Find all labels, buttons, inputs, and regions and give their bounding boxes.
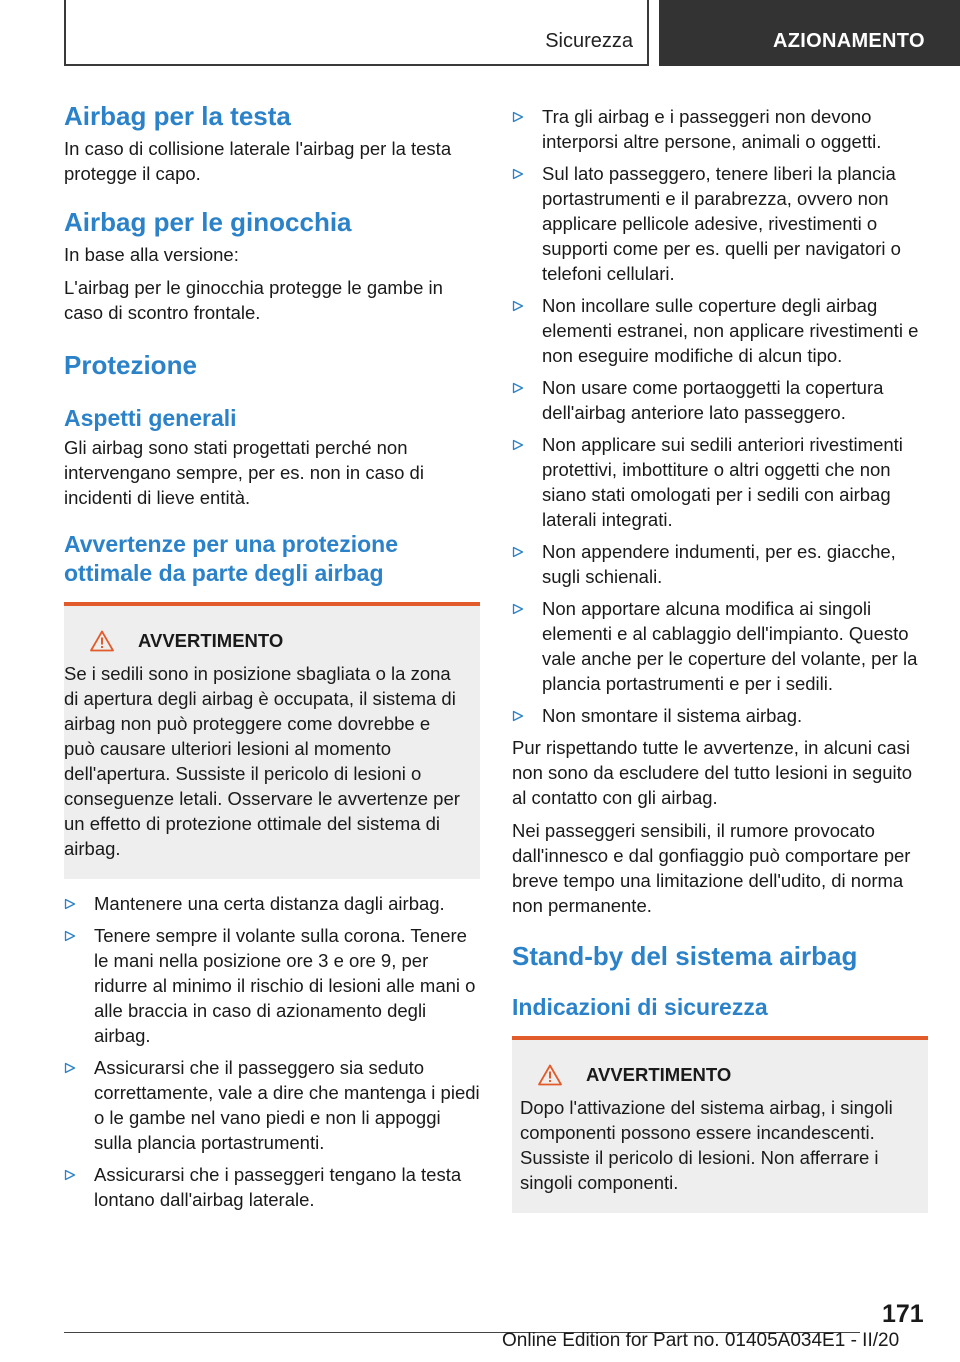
bullet-text: Tenere sempre il volante sulla corona. Tenere le mani nella posizione ore 3 e ore 9, per ridurre al minimo il rischio di lesioni alle mani o alle braccia in caso di azionamento degli airbag. — [94, 925, 476, 1046]
triangle-right-bullet-icon — [512, 710, 524, 722]
warning-triangle-icon — [538, 1064, 562, 1086]
paragraph-knee-variant: In base alla versione: — [64, 244, 239, 265]
bullet-text: Non usare come portaoggetti la copertura dell'airbag anteriore lato passeggero. — [542, 377, 884, 423]
warning-title-label: AVVERTIMENTO — [586, 1064, 732, 1085]
triangle-right-bullet-icon — [512, 111, 524, 123]
bullet-item — [64, 891, 480, 916]
header-chapter-tab — [659, 0, 960, 66]
edition-label: Online Edition for Part no. 01405A034E1 - II/20 — [502, 1330, 900, 1351]
page-number: 171 — [882, 1300, 924, 1328]
warning-title-label: AVVERTIMENTO — [138, 630, 284, 651]
paragraph-knee-airbag: L'airbag per le ginocchia protegge le gambe in caso di scontro frontale. — [64, 277, 443, 323]
bullet-text: Non apportare alcuna modifica ai singoli elementi e al cablaggio dell'impianto. Questo vale anche per le coperture del volante, per la plancia portastrumenti e per i sedili. — [542, 598, 918, 694]
triangle-right-bullet-icon — [64, 1062, 76, 1074]
bullet-item — [512, 432, 928, 532]
triangle-right-bullet-icon — [64, 1169, 76, 1181]
bullet-text: Non incollare sulle coperture degli airbag elementi estranei, non applicare rivestimenti e non eseguire modifiche di alcun tipo. — [542, 295, 919, 366]
header-section-label: Sicurezza — [545, 30, 633, 52]
bullet-item — [512, 596, 928, 696]
heading-head-airbag: Airbag per la testa — [64, 101, 291, 131]
bullet-text: Non smontare il sistema airbag. — [542, 705, 803, 726]
triangle-right-bullet-icon — [64, 930, 76, 942]
bullet-text: Non applicare sui sedili anteriori rivestimenti protettivi, imbottiture o altri oggetti che non siano stati omologati per i sedili con airbag laterali integrati. — [542, 434, 903, 530]
right-bullet-list — [512, 104, 928, 728]
bullet-text: Assicurarsi che i passeggeri tengano la testa lontano dall'airbag laterale. — [94, 1164, 462, 1210]
warning-title — [538, 1062, 914, 1087]
triangle-right-bullet-icon — [512, 300, 524, 312]
paragraph-hearing: Nei passeggeri sensibili, il rumore provocato dall'innesco e dal gonfiaggio può comportare per breve tempo una limitazione dell'udito, di norma non permanente. — [512, 820, 911, 916]
warning-body-seats: Se i sedili sono in posizione sbagliata o la zona di apertura degli airbag è occupata, il sistema di airbag non può proteggere come dovrebbe e può causare ulteriori lesioni al momento dell'apertura. Sussiste il pericolo di lesioni o conseguenze letali. Osservare le avvertenze per un effetto di protezione ottimale del sistema di airbag. — [64, 663, 460, 859]
heading-protection: Protezione — [64, 350, 197, 380]
bullet-item — [512, 703, 928, 728]
left-bullet-list — [64, 891, 480, 1212]
bullet-item — [64, 1055, 480, 1155]
paragraph-general-aspects: Gli airbag sono stati progettati perché non intervengano sempre, per es. non in caso di incidenti di lieve entità. — [64, 437, 424, 508]
bullet-text: Mantenere una certa distanza dagli airbag. — [94, 893, 445, 914]
heading-general-aspects: Aspetti generali — [64, 405, 237, 431]
triangle-right-bullet-icon — [512, 168, 524, 180]
warning-box-hot-components — [512, 1036, 928, 1213]
bullet-item — [64, 1162, 480, 1212]
warning-title — [90, 628, 466, 653]
triangle-right-bullet-icon — [512, 439, 524, 451]
bullet-item — [512, 293, 928, 368]
warning-box-seats — [64, 602, 480, 879]
bullet-item — [512, 539, 928, 589]
header-chapter-label: AZIONAMENTO — [773, 30, 925, 52]
triangle-right-bullet-icon — [512, 603, 524, 615]
triangle-right-bullet-icon — [512, 546, 524, 558]
bullet-item — [512, 104, 928, 154]
warning-triangle-icon — [90, 630, 114, 652]
right-column — [512, 100, 928, 1213]
bullet-text: Non appendere indumenti, per es. giacche, sugli schienali. — [542, 541, 896, 587]
page-header — [0, 0, 960, 66]
heading-safety-notes: Indicazioni di sicurezza — [512, 994, 768, 1020]
triangle-right-bullet-icon — [64, 898, 76, 910]
heading-knee-airbag: Airbag per le ginocchia — [64, 207, 352, 237]
left-column — [64, 100, 480, 1219]
bullet-text: Sul lato passeggero, tenere liberi la plancia portastrumenti e il parabrezza, ovvero non applicare pellicole adesive, rivestimenti o supporti come per es. quelli per navigatori o telefoni cellulari. — [542, 163, 901, 284]
bullet-text: Assicurarsi che il passeggero sia seduto correttamente, vale a dire che mantenga i piedi o le gambe nel vano piedi e non li appoggi sulla plancia portastrumenti. — [94, 1057, 480, 1153]
triangle-right-bullet-icon — [512, 382, 524, 394]
paragraph-head-airbag: In caso di collisione laterale l'airbag per la testa protegge il capo. — [64, 138, 452, 184]
header-section-tab — [64, 0, 649, 66]
bullet-item — [64, 923, 480, 1048]
bullet-text: Tra gli airbag e i passeggeri non devono interporsi altre persone, animali o oggetti. — [542, 106, 882, 152]
heading-optimal-protection: Avvertenze per una protezione ottimale da parte degli airbag — [64, 531, 399, 586]
warning-body-hot-components: Dopo l'attivazione del sistema airbag, i singoli componenti possono essere incandescenti. Sussiste il pericolo di lesioni. Non afferrare i singoli componenti. — [520, 1097, 893, 1193]
paragraph-residual-risk: Pur rispettando tutte le avvertenze, in alcuni casi non sono da escludere del tutto lesioni in seguito al contatto con gli airbag. — [512, 737, 913, 808]
bullet-item — [512, 375, 928, 425]
bullet-item — [512, 161, 928, 286]
heading-airbag-standby: Stand-by del sistema airbag — [512, 941, 858, 971]
